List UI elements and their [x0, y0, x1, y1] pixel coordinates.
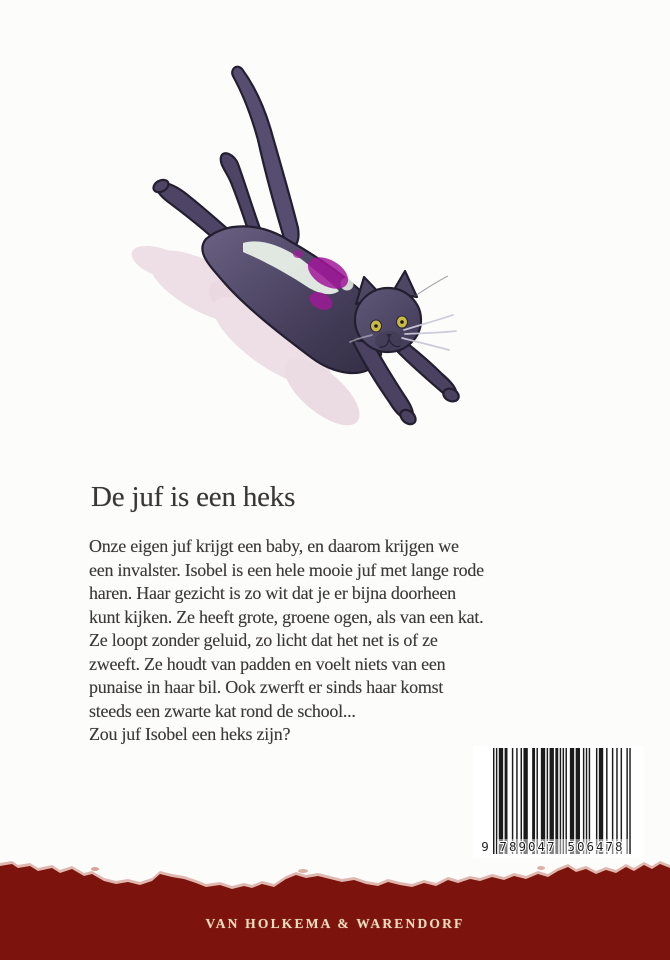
cat-head	[355, 288, 421, 352]
blurb-line: punaise in haar bil. Ook zwerft er sinds haar komst	[89, 677, 444, 697]
blurb-line: steeds een zwarte kat rond de school...	[89, 700, 356, 721]
cat-front-paw-left	[398, 407, 419, 427]
cat-ear-hairs	[415, 276, 448, 296]
blurb-line: kunt kijken. Ze heeft grote, groene ogen, als van een kat.	[89, 606, 484, 627]
blurb-line: Onze eigen juf krijgt een baby, en daarom krijgen we	[89, 536, 459, 556]
barcode-digits	[481, 839, 629, 855]
cat-fur-markings	[243, 241, 354, 313]
barcode-left-digits: 789047	[499, 839, 557, 854]
cat-eyes	[371, 316, 408, 332]
book-blurb	[89, 535, 484, 747]
cat-hind-paw	[151, 177, 170, 194]
cat-tail	[232, 67, 298, 249]
cat-body	[202, 226, 381, 373]
barcode	[473, 746, 643, 858]
publisher-band	[0, 860, 670, 960]
cat-front-paw-right	[441, 386, 461, 404]
publisher-name: VAN HOLKEMA & WARENDORF	[205, 916, 465, 931]
blurb-line: een invalster. Isobel is een hele mooie juf met lange rode	[89, 559, 484, 580]
barcode-prefix-digit: 9	[481, 839, 489, 854]
cat-hind-leg-right	[221, 153, 262, 242]
blurb-line: zweeft. Ze houdt van padden en voelt niets van een	[89, 653, 446, 674]
cat-muzzle	[375, 331, 403, 351]
cat-front-leg-left	[352, 340, 413, 419]
cat-front-leg-right	[398, 344, 456, 398]
blurb-line: Ze loopt zonder geluid, zo licht dat het net is of ze	[89, 630, 438, 650]
blurb-line: haren. Haar gezicht is zo wit dat je er bijna doorheen	[89, 583, 456, 603]
cat-ears	[356, 271, 417, 304]
cat-shadow	[127, 236, 370, 437]
cat-nose-mouth	[380, 334, 400, 347]
cat-whiskers	[350, 315, 456, 350]
book-title: De juf is een heks	[91, 481, 296, 513]
cat-hind-leg-left	[156, 183, 240, 253]
barcode-right-digits: 506478	[567, 839, 625, 854]
blurb-line: Zou juf Isobel een heks zijn?	[89, 724, 291, 744]
